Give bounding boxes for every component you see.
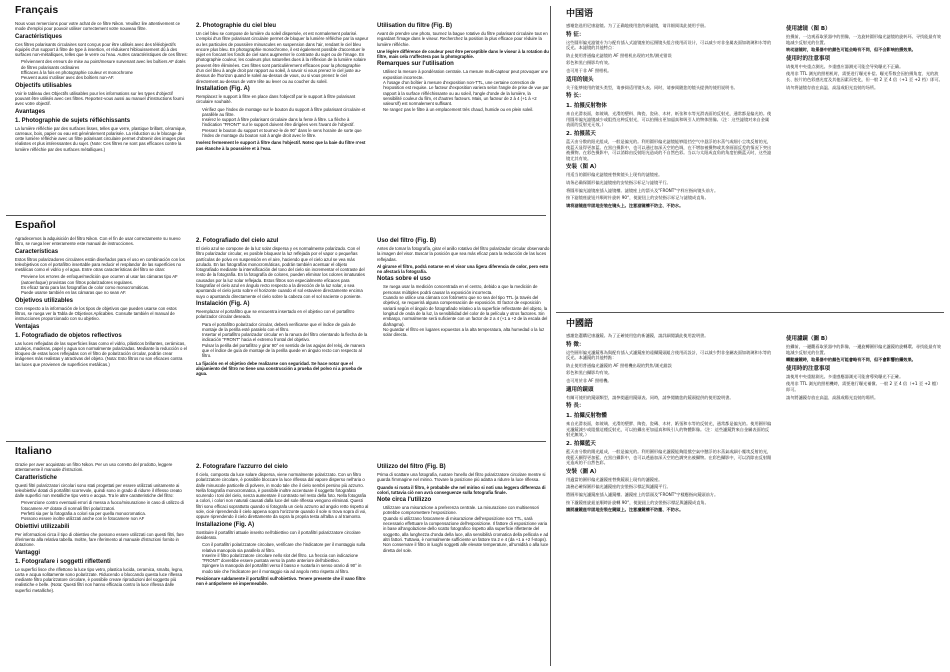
section-french [15,4,550,212]
list-item: • Perfetti sia per la fotografia a colori sia per quella monocromatica. [21,511,188,516]
list-item: • Possono essere inoltre utilizzati anche con le fotocamere non AF [21,516,188,521]
use-text: Avant de prendre une photo, tournez la bague rotative du filtre polarisant circulaire tout en regardant l'image dans le viseur. Recherchez la position la plus efficace pour réduire la lumière réfléchie. [377,31,548,47]
text-column-2 [786,333,944,515]
features-list [15,500,188,521]
use-heading: Utilizzo del filtro (Fig. B) [377,464,446,470]
intro-text: 感謝您選購尼康濾鏡。為了正確使用您的新濾鏡，請詳細閱讀此使用說明書。 [566,333,709,338]
notes-heading: 使用時的注意事項 [786,365,831,372]
features-text: 這些圓形偏光濾鏡專為與配有插入式濾鏡座的遠攝鏡頭組合使用而設計，可以減少對非金屬表面如玻璃和水等的反光。本濾鏡的其他特點： [566,349,772,361]
lenses-text: 关于能够使用的镜头类型，请参阅适用镜头表。同时，请参阅随您的镜头提供的使用说明书。 [566,84,738,90]
use-warning: 转动滤镜时，取景器中的颜色可能会略有不同，但不会影响拍摄效果。 [786,47,916,53]
list-item: • Puede usarse también en las cámaras que no sean AF. [21,290,188,295]
reflect-text: 來自光滑表面，如玻璃、光滑的塑膠、陶瓷、瓷磚、木材、紙張和水等的反射光，通常都是偏光的。使用圓形偏光濾鏡減少或阻擋這種反射光，可以拍攝出更加逼真和吸引人的物體影像。（注：這些濾鏡對來自金屬表面的反射光無效。） [566,421,772,438]
objectives-heading: Obiettivi utilizzabili [15,523,70,530]
notes-heading: 使用时的注意事项 [786,55,831,62]
list-item: 请使用中央重点测光。多重感应器测光可能会导致曝光不正确。 [786,63,904,69]
section-chinese-simplified [566,6,944,308]
column-divider [550,6,551,666]
features-text: Estos filtros polarizadores circulares están diseñados para el uso en combinación con los teleobjetivos con el portafiltro insertable para reducir el resplandor de las superficies no metálicas como el vidrio y el agua. Entre otras características del filtro se citan: [15,256,185,273]
text-column-3 [377,21,550,154]
section-title: 中国语 [566,8,594,18]
text-column-1 [15,462,188,595]
notes-list [377,69,550,111]
list-item: 请勿将滤镜存放在高温、高湿或阳光直射的场所。 [786,84,879,90]
advantages-heading: Avantages [15,108,46,115]
section-spanish [15,219,550,437]
text-column-2 [196,236,369,379]
list-item: • Insérez le support à filtre polarisant circulaire dans la fente à filtre. La flèche à l'indication "FRONT" sur le support doivent être dirigées vers l'avant de l'objectif. [202,117,369,128]
intro-text: Agradecemos la adquisición del filtro Nikon. Con el fin de usar correctamente su nuevo filtro, se ruega leer enteramente este manual de instrucciones. [15,236,181,247]
notes-list [377,505,550,553]
install-heading: Instalación (Fig. A) [196,300,250,307]
features-text: 这些圆形偏光滤镜专为与配有插入式滤镜座的远摄镜头组合使用而设计，可以减少对非金属表面如玻璃和水等的反光。本滤镜的其他特点： [566,39,772,51]
list-item: • Utilisez la mesure à pondération centrale. La mesure multi-capteur peut provoquer une exposition incorrecte. [383,69,550,80]
list-item: • Vérifiez que l'index de montage sur le bouton du support à filtre polarisant circulaire et parallèle au filtre. [202,107,369,118]
features-heading: Caractéristiques [15,33,63,40]
list-item: • No guardar el filtro en lugares expuestos a la alta temperatura, alta humedad o la luz solar directa. [383,327,550,338]
list-item: • Préviennent des erreurs de mise au point/mesure survenant avec les boîtiers AF dotés de filtres polarisants ordinaires [21,59,188,70]
text-column-3 [377,462,550,595]
list-item: • Se ruega usar la medición concentrada en el centro, debido a que la medición de personas múltiples podrá causar la exposición incorrecta. [383,284,550,295]
list-item: • A l'usage d'un boîtier à mesure d'exposition non-TTL, une certaine correction de l'exposition est requise. Le facteur d'exposition variera selon l'angle de prise de vue par rapport à la surface réfléchissante ou au soleil, l'angle d'onde de la lumière, la sensibilité couleur du film, et d'autres facteurs. Mais, un facteur de 2 à 4 (+1 à +2 valeurs/f) est normalement suffisant. [383,80,550,106]
list-item: 使用非 TTL 測光的照相機時，需要進行曝光補償。一般 2 至 4 倍（+1 至 +2 檔）即可。 [786,381,941,392]
list-item: 也可用于非 AF 照相机。 [566,67,612,73]
list-item: 請務必確保圓形偏光濾鏡座的安裝指示標記與濾鏡平行。 [566,484,671,490]
features-heading: 特 徵： [566,341,585,348]
lenses-text: 有關可使用的鏡頭類型，請參閱適用鏡頭表。同時，請參閱隨您的鏡頭提供的使用說明書。 [566,394,734,400]
list-item: • Prevenzione contro eventuali errori di messa a fuoco/misurazione in caso di utilizzo di fotocamere AF dotate di normali filtri polarizzatori. [21,500,188,511]
text-column-2 [196,462,369,595]
use-text: Antes de tomar la fotografía, girar el anillo rotativo del filtro polarizador circular observando la imagen del visor. Buscar la posición que sea más eficaz para la reducción de las luces reflejadas. [377,246,550,262]
install-warning: 请将滤镜座牢固地安装在镜头上。注意滤镜槽不防尘、不防水。 [566,202,684,208]
objectives-text: Con respecto a la información de los tipos de objetivos que pueden usarse con estos filtros, se ruega ver la Tabla de Objetivos Aplicables. Consulte también el manual de instrucciones proporcionado con su objetivo. [15,305,177,322]
sky-heading: 2. 拍摄蓝天 [566,130,596,137]
features-heading: Características [15,248,59,255]
list-item: • Con il portafiltri polarizzatore circolare, verificare che l'indicatore per il montaggio sulla relativa manopola sia parallelo al filtro. [202,542,369,553]
notes-heading: Remarques sur l'utilisation [377,61,454,68]
reflect-heading: 1. Fotografiado de objetos reflectivos [15,332,122,339]
notes-heading: Note circa l'utilizzo [377,497,432,504]
install-text: Reemplazar el portafiltro que se encuentra insertado en el objetivo con el portafiltro polarizador circular deseado. [196,308,355,320]
list-item: • Inserire il filtro polarizzatore circolare nello slot del filtro. La freccia con indicazione "FRONT" dovrebbe essere puntata verso la parte anteriore dell'obiettivo. [202,553,369,564]
use-warning: 轉動濾鏡時，取景器中的顏色可能會略有不同，但不會影響拍攝效果。 [786,357,916,363]
advantages-heading: 特 長： [566,403,585,410]
install-text: 用适当的圆形偏光滤镜座替换镜头上现有的滤镜座。 [566,172,663,178]
list-item: 将圆形偏光滤镜座插入滤镜槽。滤镜座上的箭头及"FRONT"字样应指向镜头前方。 [566,187,719,193]
install-text: Remplacez le support à filtre en place dans l'objectif par le support à filtre polarisant circulaire souhaité. [196,93,356,105]
advantages-heading: 特 长： [566,93,585,100]
list-item: 彩色和黑白摄影均有效。 [566,60,613,66]
install-steps [196,322,369,359]
sky-heading: 2. Fotografiado del cielo azul [196,238,279,244]
objectives-heading: Objetivos utilizables [15,297,74,304]
reflect-text: La lumière réfléchie par des surfaces lisses, telles que verre, plastique brillant, céramique, carreaux, bois, papier ou eau est généralement polarisée. La réduction ou le blocage de cette lumière réfléchie avec un filtre polarisant circulaire permet d'obtenir des images plus réalistes et plus intéressantes du sujet. (Note: Ces filtres ne sont pas efficaces contre la lumière réfléchie par des surfaces métalliques.) [15,125,187,152]
sky-text: 蓝天由分散的阳光组成，一般是偏光的。利用圆形偏光滤镜能够阻挡空气中悬浮的水蒸气或细小尘埃反射的光，使蓝天显得更加蓝。在黑白摄影中，也可以通过加深天空的色调，在不增加被摄物或其余画面反差的情况下突出被摄物。在彩色摄影中，可以消除由反射阳光造成的不自然色彩。当以与太阳成直角的角度拍摄蓝天时，这些滤镜尤其有效。 [566,138,772,161]
reflect-text: Las luces reflejadas de las superficies lisas como el vidrio, plásticos brillantes, cerámicas, azulejos, maderas, papel y agua son normalmente polarizadas. Mediante la reducción o el bloqueo de estas luces reflejadas con el filtro de polarización circular, podrán crear imágenes más realistas y atractivas del objeto. (Nota: Esto filtros no son eficaces contra las luces que provienen de superficies metálicas.) [15,340,187,367]
list-item: • Quando si utilizzano fotocamere di misurazione dell'esposizione non TTL, sarà necessario effettuare la compensazione dell'esposizione. Il fattore di esposizione varia in base all'angolazione dello scatto fotografico rispetto alla superficie riflettente del soggetto, alla lunghezza d'onda della luce, alla sensibilità cromatica della pellicola e ad altri fattori. Tuttavia, è normalmente sufficiente un fattore tra 2 e 4 (da +1 a +2 f-stops). [383,516,550,542]
install-text: Sostituire il portafiltri attuale inserito nell'obiettivo con il portafiltri polarizzatore circolare desiderato. [196,529,361,540]
use-heading: Utilisation du filtre (Fig. B) [377,23,452,29]
section-title: 中國語 [566,318,594,328]
objectives-text: Per informazioni circa il tipo di obiettivo che possono essere utilizzati con questi filtri, fare riferimento alla relativa tabella. Inoltre, fare riferimento al manuale d'istruzioni fornito in dotazione. [15,531,184,548]
advantages-heading: Ventajas [15,323,40,330]
install-heading: 安裝（圖 A） [566,468,600,475]
sky-heading: 2. Fotografare l'azzurro del cielo [196,464,288,470]
use-text: 拍摄前，一边观看取景器中的图像，一边旋转圆形偏光滤镜的旋转环。寻找能最有效地减少反射光的位置。 [786,34,941,45]
reflect-heading: 1. 拍攝反射物體 [566,413,607,420]
install-heading: Installation (Fig. A) [196,85,250,92]
list-item: 按下滤镜座旋钮并顺时针旋转 90°，使旋钮上的安装指示标记与滤镜成直角。 [566,195,709,201]
list-item: • Spingere la manopola del portafiltri verso il basso e ruotarla in senso orario di 90° in modo tale che l'indicatore per il montaggio sia ad angolo retto rispetto al filtro. [202,563,369,574]
use-warning: Al girarse el filtro, podrá notarse en el visor una ligera diferencia de color, pero esto no afectará la fotografía. [377,263,549,275]
list-item: • Insertar el portafiltro polarizador circular en la ranura del filtro orientando la flecha de la indicación "FRONT" hacia el extremo frontal del objetivo. [202,332,369,343]
list-item: • Cuando se utilice una cámara con fotómetro que no sea del tipo TTL (a través del objetivo), se requerirá alguna compensación de exposición. El factor de exposición variará según el ángulo de fotografiado relativo a la superficie reflectante del objeto, la longitud de onda de la luz, la sensibilidad del color de la película y otros factores. Sin embargo, normalmente será suficiente con un factor de 2 a 4 (+1 a +2 de la escala del diafragma). [383,295,550,327]
intro-text: 感谢您选用尼康滤镜。为了正确地使用您的新滤镜，请详细阅读此使用手册。 [566,23,709,28]
features-heading: Caratteristiche [15,474,58,481]
list-item: • Non conservare il filtro in luoghi soggetti alle elevate temperature, all'umidità o alla luce diretta del sole. [383,542,550,553]
list-item: 請勿將濾鏡存放在高溫、高濕或陽光直射的場所。 [786,394,879,400]
install-steps [196,542,369,574]
section-title: Français [15,4,59,16]
features-text: Ces filtres polarisants circulaires sont conçus pour être utilisés avec des téléobjectifs équipés d'un support à filtre de type à insertion, et réduisent l'éblouissement dû à des surfaces non-métalliques, telles que le verre ou l'eau. Autres caractéristiques de ces filtres: [15,41,188,58]
intro-text: Nous vous remercions pour votre achat de ce filtre Nikon. Veuillez lire attentivement ce mode d'emploi pour pouvoir utiliser correctement votre nouveau filtre. [15,21,181,32]
list-item: • Utilizzare una misurazione a preferenza centrale. La misurazione con multisensori potrebbe compromettere l'esposizione. [383,505,550,516]
lenses-heading: 適用的鏡頭 [566,386,594,393]
sky-heading: 2. Photographie du ciel bleu [196,23,277,29]
install-heading: Installazione (Fig. A) [196,521,255,528]
features-list [15,274,188,295]
features-text: Questi filtri polarizzatori circolari sono stati progettati per essere utilizzati unitamente ai teleobiettivi dotati di portafiltri scorrevole, quindi sono in grado di ridurre il riflesso creato dalle superfici non metalliche tipo vetro e acqua. Tra le altre caratteristiche del filtro: [15,482,182,499]
section-divider [6,441,546,442]
text-column-2 [786,23,944,210]
text-column-1 [566,23,772,210]
list-item: • Pulsar la perilla del portafiltro y girar 90° en sentido de las agujas del reloj, de manera que el índice de guía de montaje de la perilla quede en ángulo recto con respecto al filtro. [202,343,369,359]
section-divider [556,312,944,313]
install-steps [196,107,369,139]
use-text: Prima di scattare una fotografia, ruotare l'anello del filtro polarizzatore circolare mentre si guarda l'immagine nel mirino. Trovare la posizione più adatta a ridurre la luce riflessa. [377,472,546,483]
list-item: 將圓形偏光濾鏡座插入濾鏡槽。濾鏡座上的箭頭及"FRONT"字樣應指向鏡頭前方。 [566,491,719,497]
install-text: 用適當的圓形偏光濾鏡座替換鏡頭上現有的濾鏡座。 [566,476,663,482]
install-warning: 請將濾鏡座牢固地安裝在鏡頭上。注意濾鏡槽不防塵、不防水。 [566,507,684,513]
list-item: 请务必确保圆形偏光滤镜座的安装指示标记与滤镜平行。 [566,179,671,185]
use-text: 拍攝前，一邊觀看取景器中的影像，一邊旋轉圓形偏光濾鏡的旋轉環。尋找能最有效地減少反射光的位置。 [786,344,941,355]
use-heading: 使用滤镜（图 B） [786,26,831,32]
list-item: • Ne rangez pas le filtre à un emplacement très chaud, humide ou en plein soleil. [383,107,550,112]
list-item: 請使用中央重點測光。多重感應器測光可能會導致曝光不正確。 [786,373,904,379]
list-item: • Peuvent aussi s'utiliser avec des boîtiers non-AF. [21,75,188,80]
sky-text: Un ciel bleu se compose de lumière du soleil dispersée, et est normalement polarisé. L'emploi d'un filtre polarisant circulaire permet de bloquer la lumière réfléchie par la vapeur ou les particules de poussière minuscules en suspension dans l'air, rendant le ciel bleu encore plus bleu. En photographie monochrome, il est également possible d'accentuer le sujet en foncant les fonds de ciel sans augmenter le contraste du sujet ou de l'image. En photographie couleur, les couleurs plus naturelles dues à la réflexion de la lumière solaire peuvent être éliminées. Ces filtres sont particulièrement efficaces pour la photographie d'un ciel bleu à angle droit par rapport au soleil, à savoir si vous prenez le ciel juste au-dessus de l'horizon quand le soleil au-dessus de vous, ou si vous prenez le ciel directement au-dessus de votre tête au lever ou au coucher du soleil. [196,31,369,84]
section-title: Italiano [15,445,52,457]
list-item: 使用非 TTL 测光的照相机时，需要进行曝光补偿。曝光系数会因拍摄角度、光的波长、胶片的色彩感光度及其他因素而变化，但一般 2 至 4 倍（+1 至 +2 档）即可。 [786,71,943,82]
text-column-3 [377,236,550,379]
text-column-1 [15,21,188,154]
list-item: • Efficaces à la fois en photographie couleur et monochrome [21,70,188,75]
install-warning: Posizionare saldamente il portafiltri sull'obiettivo. Tenere presente che il vano filtro non è antipolvere né impermeabile. [196,576,366,587]
use-heading: Uso del filtro (Fig. B) [377,238,436,244]
install-heading: 安装（图 A） [566,164,600,171]
section-chinese-traditional [566,316,944,666]
list-item: • Es eficaz tanto para las fotografías de color como monocromáticas. [21,285,188,290]
list-item: • Previene los errores de enfoque/medición que ocurren al usar las cámaras tipo AF (autoenfoque) provistas con filtros polarizadores regulares. [21,274,188,285]
reflect-text: 来自光滑表面，如玻璃、光滑的塑料、陶瓷、瓷砖、木材、纸张和水等光滑表面的反射光，通常都是偏光的。使用圆形偏光滤镜减少或阻挡这种反射光，可以拍摄出更加逼真和吸引人的物体图像。（注：这些滤镜对来自金属表面的反射光无效。） [566,111,772,128]
sky-text: El cielo azul se compone de la luz solar dispersa y es normalmente polarizado. Con el filtro polarizador circular, es posible bloquear la luz reflejada por el vapor o pequeñas partículas de polvo en suspensión en el aire, haciendo que el cielo azul se vea más azulado. En las fotografías monocromáticas, podrán también acentuar el objeto fotografiado mediante la intensificación del tono del cielo sin incrementar el contraste del resto de la fotografía. En la fotografía de colores, pueden eliminar los colores innaturales causados por la luz solar reflejada. Estos filtros son especialmente eficaces para fotografiar el cielo azul en ángulo recto respecto a la dirección de la luz solar, o sea apuntando el cielo justo sobre el horizonte cuando el sol estuviere directamente encima suyo o apuntando directamente el cielo sobre la cabeza con el sol naciente o poniente. [196,246,365,299]
advantages-heading: Vantaggi [15,549,41,556]
list-item: 按下濾鏡座旋鈕並順時針旋轉 90°，使旋鈕上的安裝指示標記與濾鏡成直角。 [566,499,709,505]
list-item: 彩色和黑白攝影均有效。 [566,370,613,376]
sky-heading: 2. 拍攝藍天 [566,440,596,447]
install-warning: Insérez fermement le support à filtre dans l'objectif. Notez que la baie du filtre n'est pas étanche à la poussière et à l'eau. [196,140,366,151]
objectives-heading: Objectifs utilisables [15,82,72,89]
reflect-heading: 1. 拍摄反射物体 [566,103,607,110]
list-item: 防止使用普通偏光濾鏡的 AF 照相機出現的對焦/測光錯誤 [566,362,672,368]
text-column-1 [15,236,188,379]
use-warning: Quando si ruota il filtro, è probabile che nel mirino si noti una leggera differenza di colori, tuttavia ciò non avrà conseguenze sulla fotografia finale. [377,484,546,495]
section-title: Español [15,219,56,231]
list-item: • Para el portafiltro polarizador circular, deberá verificarse que el índice de guía de montaje de la perilla esté paralelo con el filtro. [202,322,369,333]
lenses-heading: 适用的镜头 [566,76,594,83]
reflect-text: Le superfici lisce che riflettono la luce tipo vetro, plastica lucida, ceramica, smalto, legno, carta e acqua solitamente sono polarizzate. Riducendo o bloccando questa luce riflessa mediante filtro polarizzatore circolare, è possibile creare riproduzioni del soggetto più realistiche e belle. (Nota: Questi filtri non hanno efficacia contro la luce riflessa dalle superfici metalliche). [15,566,184,593]
list-item: • Pressez le bouton du support et tournez-le de 90° dans le sens horaire de sorte que l'index de montage du bouton soit à angle droit avec le filtre. [202,128,369,139]
list-item: 防止使用普通偏光滤镜的 AF 照相机出现的对焦/测光错误 [566,52,672,58]
notes-heading: Notas sobre el uso [377,276,431,283]
reflect-heading: 1. Photographie de sujets réfléchissants [15,117,131,124]
list-item: 也可用於非 AF 照相機。 [566,377,612,383]
objectives-text: Voir le tableau des Objectifs utilisables pour les informations sur les types d'objectif pouvant être utilisés avec ces filtres. Reportez-vous aussi au manuel d'instructions fourni avec votre objectif. [15,90,184,107]
section-italian [15,445,550,667]
use-heading: 使用濾鏡（圖 B） [786,336,831,342]
notes-list [377,284,550,337]
install-warning: La fijación en el objetivo debe realizarse con seguridad. Se hace notar que el alojamiento del filtro no tiene una construcción a prueba del polvo ni a prueba de agua. [196,360,363,377]
intro-text: Grazie per aver acquistato un filtro Nikon. Per un uso corretto del prodotto, leggere attentamente il manuale d'istruzioni. [15,462,173,473]
use-warning: Une légère différence de couleur peut être perceptible dans le viseur à la rotation du filtre, mais cela n'affectera pas la photographie. [377,48,549,60]
reflect-heading: 1. Fotografare i soggetti riflettenti [15,558,111,565]
sky-text: Il cielo, composto da luce solare dispersa, viene normalmente polarizzato. Con un filtro polarizzatore circolare, è possibile bloccare la luce riflessa dal vapore disperso nell'aria o dalle minuscole particelle di polvere, in modo tale che il cielo sembri persino più azzurro. Nella fotografia monocromatica, è possibile inoltre accentuare il soggetto fotografato scurendo i toni del cielo, senza aumentare il contrasto nel resto della foto. Nella fotografia a colori, i colori non naturali causati dalla luce del sole riflessa vengono eliminati. Questi filtri sono efficaci soprattutto quando si fotografa un cielo azzurro ad angolo retto rispetto al sole, cioè riprendendo il cielo appena sopra l'orizzonte quando il sole si trova sopra di voi, oppure riprendendo il cielo direttamente da sopra la propria testa all'alba o al tramonto. [196,472,369,520]
text-column-2 [196,21,369,154]
features-heading: 特 征： [566,31,585,38]
sky-text: 藍天由分散的陽光組成，一般是偏光的。利用圓形偏光濾鏡能夠阻擋空氣中懸浮的水蒸氣或細小塵埃反射的光，使藍天顯得更加藍。在黑白攝影中，也可以透過加深天空的色調突出被攝物。在彩色攝影中，可以消除由反射陽光造成的不自然色彩。 [566,448,772,466]
features-list [15,59,188,80]
section-divider [6,215,546,216]
text-column-1 [566,333,772,515]
